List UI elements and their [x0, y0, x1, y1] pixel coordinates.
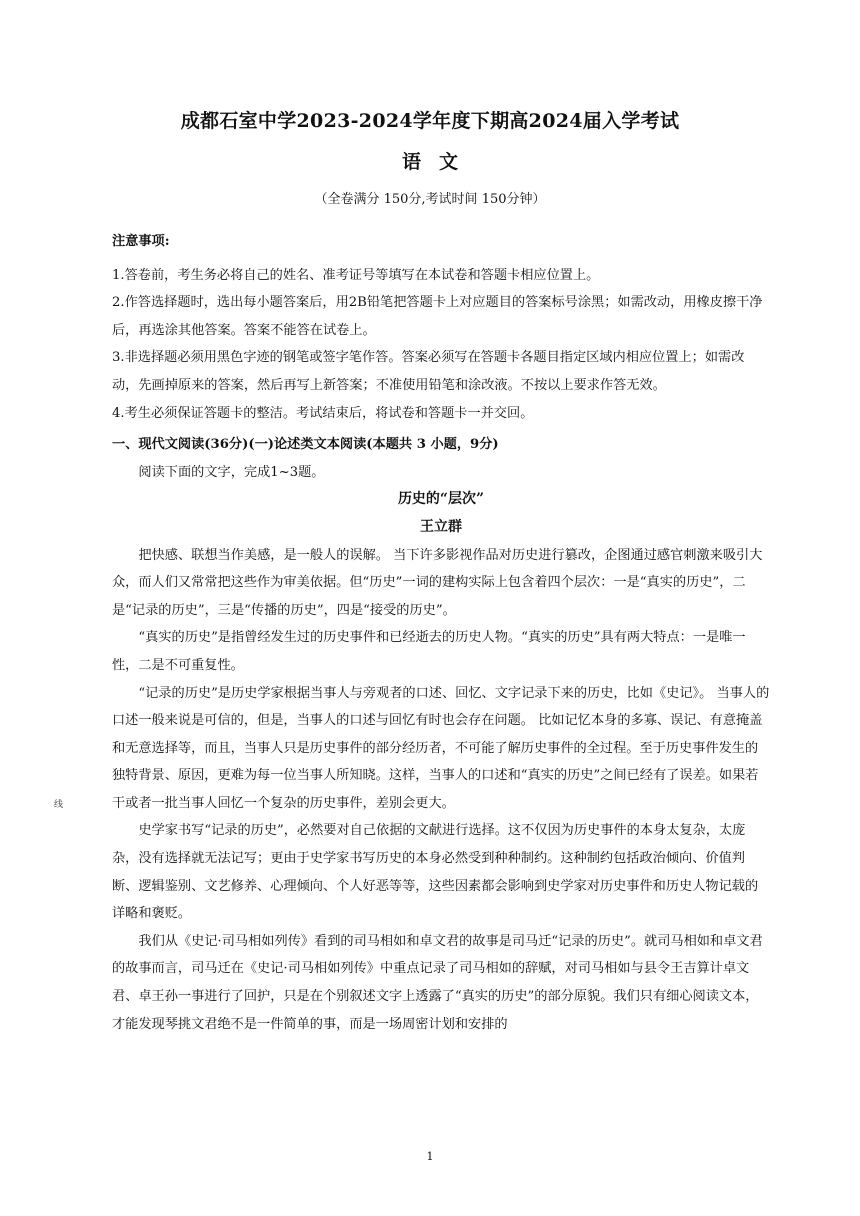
notice-item: 3.非选择题必须用黑色字迹的钢笔或签字笔作答。答案必须写在答题卡各题目指定区域内相应位置上；如需改动，先画掉原来的答案，然后再写上新答案；不准使用铅笔和涂改液。不按以上要求作答无效。 [112, 350, 745, 393]
article-author: 王立群 [420, 518, 462, 535]
notice-section [112, 228, 770, 427]
notice-item: 2.作答选择题时，选出每小题答案后，用2B铅笔把答题卡上对应题目的答案标号涂黑；如需改动，用橡皮擦干净后，再选涂其他答案。答案不能答在试卷上。 [112, 295, 763, 338]
section-instruction: 阅读下面的文字，完成1~3题。 [138, 464, 325, 480]
article-paragraph: “真实的历史”是指曾经发生过的历史事件和已经逝去的历史人物。“真实的历史”具有两大特点：一是唯一性，二是不可重复性。 [112, 630, 746, 673]
binding-line-mark: 线 [54, 800, 64, 810]
article-paragraph: “记录的历史”是历史学家根据当事人与旁观者的口述、回忆、文字记录下来的历史，比如《史记》。 当事人的口述一般来说是可信的，但是，当事人的口述与回忆有时也会存在问题。 比如记忆本身的多寡、误记、有意掩盖和无意选择等，而且，当事人只是历史事件的部分经历者，不可能了解历史事件的全过程。至于历史事件发生的独特背景、原因，更难为每一位当事人所知晓。这样，当事人的口述和“真实的历史”之间已经有了误差。如果若干或者一批当事人回忆一个复杂的历史事件，差别会更大。 [112, 685, 770, 811]
exam-info: （全卷满分 150分,考试时间 150分钟） [314, 192, 546, 207]
article-title: 历史的“层次” [397, 491, 485, 508]
section-heading: 一、现代文阅读(36分)(一)论述类文本阅读(本题共 3 小题，9分) [112, 437, 499, 453]
article-paragraph: 史学家书写“记录的历史”，必然要对自己依据的文献进行选择。这不仅因为历史事件的本身太复杂，太庞杂，没有选择就无法记写；更由于史学家书写历史的本身必然受到种种制约。这种制约包括政治倾向、价值判断、逻辑鉴别、文艺修养、心理倾向、个人好恶等等，这些因素都会影响到史学家对历史事件和历史人物记载的详略和褒贬。 [112, 823, 759, 922]
notice-heading: 注意事项: [112, 234, 170, 249]
page-number: 1 [426, 1150, 434, 1163]
exam-title: 成都石室中学2023-2024学年度下期高2024届入学考试 [180, 110, 680, 132]
exam-body [112, 228, 770, 1038]
notice-item: 1.答卷前，考生务必将自己的姓名、准考证号等填写在本试卷和答题卡相应位置上。 [112, 267, 600, 283]
notice-item: 4.考生必须保证答题卡的整洁。考试结束后，将试卷和答题卡一并交回。 [112, 405, 534, 421]
article-paragraph: 把快感、联想当作美感，是一般人的误解。 当下许多影视作品对历史进行篡改，企图通过感官刺激来吸引大众，而人们又常常把这些作为审美依据。但“历史”一词的建构实际上包含着四个层次：一是“真实的历史”，二是“记录的历史”，三是“传播的历史”，四是“接受的历史”。 [112, 547, 763, 618]
article-paragraph: 我们从《史记·司马相如列传》看到的司马相如和卓文君的故事是司马迁“记录的历史”。就司马相如和卓文君的故事而言，司马迁在《史记·司马相如列传》中重点记录了司马相如的辞赋，对司马相如与县令王吉算计卓文君、卓王孙一事进行了回护，只是在个别叙述文字上透露了“真实的历史”的部分原貌。我们只有细心阅读文本，才能发现琴挑文君绝不是一件简单的事，而是一场周密计划和安排的 [112, 933, 763, 1032]
subject-title: 语文 [401, 151, 476, 173]
